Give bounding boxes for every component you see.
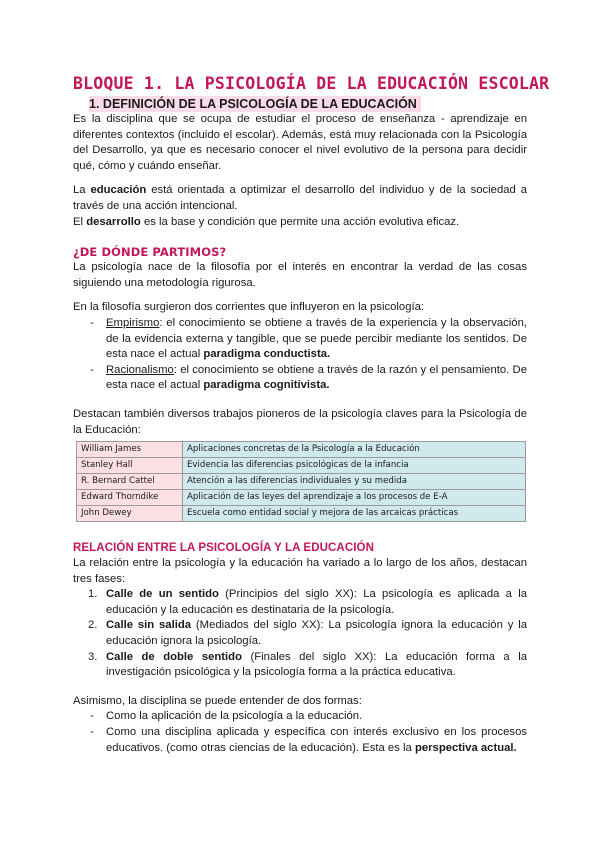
list-term: Racionalismo (106, 363, 174, 376)
pioneer-contribution: Atención a las diferencias individuales y su medida (183, 474, 526, 490)
table-row (77, 442, 526, 458)
currents-list (73, 316, 527, 394)
pioneer-name: Stanley Hall (77, 458, 183, 474)
list-bullet: - (90, 316, 94, 329)
pioneers-table (76, 441, 526, 522)
list-number: 1. (88, 588, 98, 601)
table-row (77, 506, 526, 522)
pioneers-intro: Destacan también diversos trabajos pioneros de la psicología claves para la Psicología de la Educación: (73, 407, 527, 436)
list-item (73, 618, 527, 649)
list-text: : el conocimiento se obtiene a través de la experiencia y la observación, de la evidencia externa y tangible, que se puede percibir mediante los sentidos. De esta nace el actual (106, 316, 527, 361)
intro-paragraph: Es la disciplina que se ocupa de estudiar el proceso de enseñanza - aprendizaje en diferentes contextos (incluido el escolar). Además, está muy relacionada con la Psicología del Desarrollo, ya que es necesario conocer el nivel evolutivo de la persona para decidir qué, cómo y cuándo enseñar. (73, 113, 527, 172)
development-paragraph (73, 215, 527, 231)
relation-paragraph: La relación entre la psicología y la educación ha variado a lo largo de los años, destacan tres fases: (73, 557, 527, 585)
education-term: educación (90, 184, 147, 197)
pioneer-contribution: Evidencia las diferencias psicológicas de la infancia (183, 458, 526, 474)
list-item (73, 363, 527, 394)
pioneer-contribution: Escuela como entidad social y mejora de las arcaicas prácticas (183, 506, 526, 522)
development-pre: El (73, 215, 87, 228)
phase-text: (Finales del siglo XX): La educación forma a la investigación psicológica y la psicología forma a la práctica educativa. (106, 650, 527, 679)
list-number: 3. (88, 650, 98, 663)
section-title-text: DEFINICIÓN DE LA PSICOLOGÍA DE LA EDUCACIÓN (102, 97, 417, 111)
list-bold: perspectiva actual. (414, 741, 517, 754)
pioneer-contribution: Aplicación de las leyes del aprendizaje a los procesos de E-A (183, 490, 526, 506)
section-number: 1. (89, 97, 100, 111)
forms-intro: Asimismo, la disciplina se puede entender de dos formas: (73, 694, 362, 707)
list-text: : el conocimiento se obtiene a través de la razón y el pensamiento. De esta nace el actual (106, 363, 527, 392)
pioneer-name: Edward Thorndike (77, 490, 183, 506)
list-bold: paradigma cognitivista. (203, 379, 330, 392)
phase-name: Calle sin salida (106, 619, 192, 632)
document-title: BLOQUE 1. LA PSICOLOGÍA DE LA EDUCACIÓN ESCOLAR (73, 74, 550, 93)
phase-name: Calle de doble sentido (106, 650, 242, 663)
list-item (73, 650, 527, 681)
section-heading-relation: RELACIÓN ENTRE LA PSICOLOGÍA Y LA EDUCACIÓN (73, 542, 374, 555)
section-title (89, 96, 527, 112)
education-post: está orientada a optimizar el desarrollo del individuo y de la sociedad a través de una acción intencional. (73, 184, 527, 212)
list-term: Empirismo (106, 316, 160, 329)
pioneer-contribution: Aplicaciones concretas de la Psicología a la Educación (183, 442, 526, 458)
list-text: Como la aplicación de la psicología a la educación. (106, 710, 363, 723)
pioneer-name: R. Bernard Cattel (77, 474, 183, 490)
pioneer-name: John Dewey (77, 506, 183, 522)
list-item (73, 725, 527, 756)
phase-text: (Mediados del siglo XX): La psicología ignora la educación y la educación ignora la psicología. (106, 619, 527, 648)
forms-list (73, 709, 527, 756)
table-row (77, 474, 526, 490)
list-bullet: - (90, 363, 94, 376)
document-page (73, 72, 550, 756)
phase-name: Calle de un sentido (106, 588, 219, 601)
list-bold: paradigma conductista. (203, 348, 331, 361)
list-number: 2. (88, 619, 98, 632)
phases-list (73, 587, 527, 681)
list-bullet: - (90, 710, 94, 723)
phase-text: (Principios del siglo XX): La psicología es aplicada a la educación y la educación es destinataria de la psicología. (106, 588, 527, 616)
development-post: es la base y condición que permite una acción evolutiva eficaz. (140, 215, 460, 228)
currents-intro: En la filosofía surgieron dos corrientes que influyeron en la psicología: (73, 301, 425, 314)
table-row (77, 490, 526, 506)
list-text: Como una disciplina aplicada y específica con interés exclusivo en los procesos educativos. (como otras ciencias de la educación). Esta es la (106, 726, 527, 754)
pioneer-name: William James (77, 442, 183, 458)
list-bullet: - (90, 726, 94, 739)
list-item (73, 587, 527, 618)
table-row (77, 458, 526, 474)
education-paragraph (73, 183, 527, 214)
education-pre: La (73, 184, 91, 197)
section-heading-origins: ¿DE DÓNDE PARTIMOS? (73, 245, 227, 260)
development-term: desarrollo (86, 215, 141, 228)
list-item (73, 316, 527, 363)
origins-paragraph: La psicología nace de la filosofía por el interés en encontrar la verdad de las cosas siguiendo una metodología rigurosa. (73, 261, 527, 289)
section-title-highlight (89, 96, 421, 112)
list-item (73, 709, 527, 725)
